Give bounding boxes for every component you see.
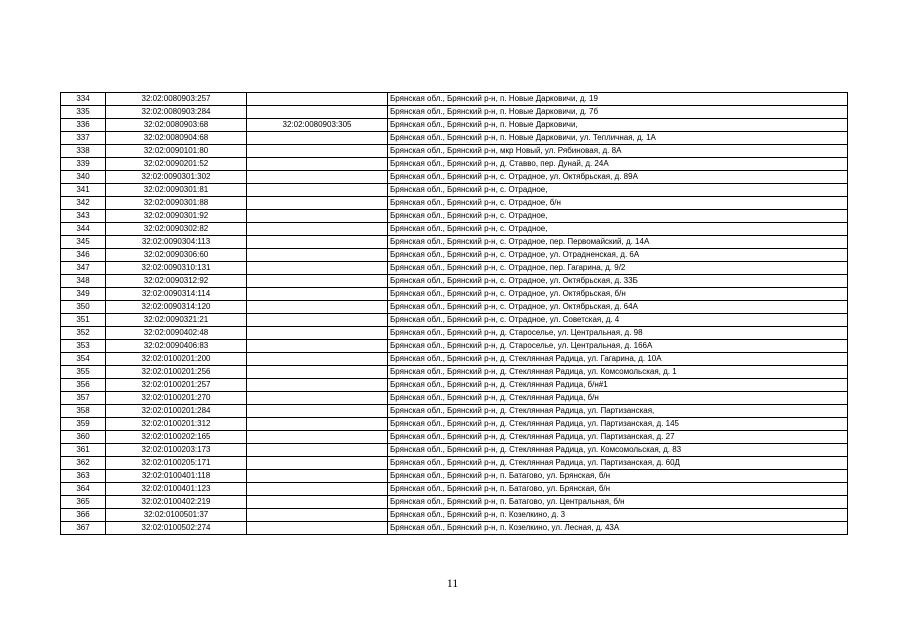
cadastral-number-cell: 32:02:0090301:302 xyxy=(106,171,247,184)
address-cell: Брянская обл., Брянский р-н, с. Отрадное, xyxy=(388,223,848,236)
related-cadastral-number-cell xyxy=(247,366,388,379)
row-number-cell: 352 xyxy=(61,327,106,340)
address-cell: Брянская обл., Брянский р-н, д. Стеклянная Радица, ул. Комсомольская, д. 83 xyxy=(388,444,848,457)
related-cadastral-number-cell xyxy=(247,197,388,210)
row-number-cell: 345 xyxy=(61,236,106,249)
cadastral-number-cell: 32:02:0100502:274 xyxy=(106,522,247,535)
cadastral-number-cell: 32:02:0080903:68 xyxy=(106,119,247,132)
row-number-cell: 355 xyxy=(61,366,106,379)
table-row xyxy=(61,457,848,470)
address-cell: Брянская обл., Брянский р-н, п. Батагово, ул. Брянская, б/н xyxy=(388,483,848,496)
row-number-cell: 343 xyxy=(61,210,106,223)
table-row xyxy=(61,405,848,418)
related-cadastral-number-cell xyxy=(247,275,388,288)
table-row xyxy=(61,249,848,262)
cadastral-number-cell: 32:02:0090406:83 xyxy=(106,340,247,353)
table-row xyxy=(61,314,848,327)
cadastral-number-cell: 32:02:0100501:37 xyxy=(106,509,247,522)
address-cell: Брянская обл., Брянский р-н, д. Стеклянная Радица, ул. Партизанская, xyxy=(388,405,848,418)
table-row xyxy=(61,223,848,236)
row-number-cell: 334 xyxy=(61,93,106,106)
cadastral-number-cell: 32:02:0090301:92 xyxy=(106,210,247,223)
table-row xyxy=(61,353,848,366)
table-row xyxy=(61,197,848,210)
cadastral-number-cell: 32:02:0100201:284 xyxy=(106,405,247,418)
address-cell: Брянская обл., Брянский р-н, д. Староселье, ул. Центральная, д. 166А xyxy=(388,340,848,353)
row-number-cell: 350 xyxy=(61,301,106,314)
cadastral-number-cell: 32:02:0100203:173 xyxy=(106,444,247,457)
table-row xyxy=(61,431,848,444)
row-number-cell: 365 xyxy=(61,496,106,509)
table-row xyxy=(61,93,848,106)
related-cadastral-number-cell xyxy=(247,171,388,184)
cadastral-number-cell: 32:02:0090301:88 xyxy=(106,197,247,210)
cadastral-number-cell: 32:02:0090321:21 xyxy=(106,314,247,327)
row-number-cell: 336 xyxy=(61,119,106,132)
row-number-cell: 348 xyxy=(61,275,106,288)
table-row xyxy=(61,379,848,392)
row-number-cell: 366 xyxy=(61,509,106,522)
related-cadastral-number-cell xyxy=(247,509,388,522)
address-cell: Брянская обл., Брянский р-н, с. Отрадное, ул. Октябрьская, б/н xyxy=(388,288,848,301)
address-cell: Брянская обл., Брянский р-н, с. Отрадное, пер. Гагарина, д. 9/2 xyxy=(388,262,848,275)
address-cell: Брянская обл., Брянский р-н, п. Новые Дарковичи, д. 7б xyxy=(388,106,848,119)
related-cadastral-number-cell xyxy=(247,145,388,158)
cadastral-number-cell: 32:02:0100201:256 xyxy=(106,366,247,379)
related-cadastral-number-cell xyxy=(247,405,388,418)
row-number-cell: 335 xyxy=(61,106,106,119)
address-cell: Брянская обл., Брянский р-н, с. Отрадное, ул. Октябрьская, д. 64А xyxy=(388,301,848,314)
address-cell: Брянская обл., Брянский р-н, д. Стеклянная Радица, ул. Партизанская, д. 27 xyxy=(388,431,848,444)
related-cadastral-number-cell xyxy=(247,470,388,483)
related-cadastral-number-cell xyxy=(247,210,388,223)
address-cell: Брянская обл., Брянский р-н, с. Отрадное, xyxy=(388,210,848,223)
table-row xyxy=(61,366,848,379)
table-row xyxy=(61,119,848,132)
table-row xyxy=(61,483,848,496)
related-cadastral-number-cell xyxy=(247,327,388,340)
table-row xyxy=(61,132,848,145)
address-cell: Брянская обл., Брянский р-н, п. Козелкино, ул. Лесная, д. 43А xyxy=(388,522,848,535)
cadastral-number-cell: 32:02:0080903:257 xyxy=(106,93,247,106)
related-cadastral-number-cell xyxy=(247,262,388,275)
address-cell: Брянская обл., Брянский р-н, д. Ставво, пер. Дунай, д. 24А xyxy=(388,158,848,171)
cadastral-number-cell: 32:02:0100201:200 xyxy=(106,353,247,366)
table-row xyxy=(61,106,848,119)
property-table xyxy=(60,92,848,535)
page-number: 11 xyxy=(446,576,459,590)
row-number-cell: 351 xyxy=(61,314,106,327)
related-cadastral-number-cell xyxy=(247,522,388,535)
related-cadastral-number-cell xyxy=(247,288,388,301)
row-number-cell: 362 xyxy=(61,457,106,470)
address-cell: Брянская обл., Брянский р-н, с. Отрадное, ул. Октябрьская, д. 89А xyxy=(388,171,848,184)
cadastral-number-cell: 32:02:0100201:270 xyxy=(106,392,247,405)
address-cell: Брянская обл., Брянский р-н, п. Новые Дарковичи, xyxy=(388,119,848,132)
related-cadastral-number-cell xyxy=(247,457,388,470)
address-cell: Брянская обл., Брянский р-н, д. Стеклянная Радица, ул. Комсомольская, д. 1 xyxy=(388,366,848,379)
address-cell: Брянская обл., Брянский р-н, д. Стеклянная Радица, б/н xyxy=(388,392,848,405)
table-row xyxy=(61,418,848,431)
table-row xyxy=(61,496,848,509)
row-number-cell: 353 xyxy=(61,340,106,353)
address-cell: Брянская обл., Брянский р-н, д. Стеклянная Радица, ул. Партизанская, д. 145 xyxy=(388,418,848,431)
cadastral-number-cell: 32:02:0090402:48 xyxy=(106,327,247,340)
related-cadastral-number-cell xyxy=(247,340,388,353)
row-number-cell: 367 xyxy=(61,522,106,535)
cadastral-number-cell: 32:02:0080903:284 xyxy=(106,106,247,119)
row-number-cell: 354 xyxy=(61,353,106,366)
cadastral-number-cell: 32:02:0090302:82 xyxy=(106,223,247,236)
address-cell: Брянская обл., Брянский р-н, мкр Новый, ул. Рябиновая, д. 8А xyxy=(388,145,848,158)
address-cell: Брянская обл., Брянский р-н, с. Отрадное, б/н xyxy=(388,197,848,210)
table-row xyxy=(61,288,848,301)
related-cadastral-number-cell xyxy=(247,483,388,496)
related-cadastral-number-cell xyxy=(247,314,388,327)
row-number-cell: 360 xyxy=(61,431,106,444)
cadastral-number-cell: 32:02:0100401:118 xyxy=(106,470,247,483)
cadastral-number-cell: 32:02:0100202:165 xyxy=(106,431,247,444)
cadastral-number-cell: 32:02:0090312:92 xyxy=(106,275,247,288)
related-cadastral-number-cell xyxy=(247,132,388,145)
cadastral-number-cell: 32:02:0100401:123 xyxy=(106,483,247,496)
cadastral-number-cell: 32:02:0100201:257 xyxy=(106,379,247,392)
address-cell: Брянская обл., Брянский р-н, с. Отрадное, ул. Советская, д. 4 xyxy=(388,314,848,327)
cadastral-number-cell: 32:02:0100205:171 xyxy=(106,457,247,470)
related-cadastral-number-cell xyxy=(247,353,388,366)
table-row xyxy=(61,262,848,275)
cadastral-number-cell: 32:02:0090314:114 xyxy=(106,288,247,301)
table-row xyxy=(61,509,848,522)
row-number-cell: 358 xyxy=(61,405,106,418)
related-cadastral-number-cell xyxy=(247,249,388,262)
address-cell: Брянская обл., Брянский р-н, д. Стеклянная Радица, б/н#1 xyxy=(388,379,848,392)
cadastral-number-cell: 32:02:0100201:312 xyxy=(106,418,247,431)
address-cell: Брянская обл., Брянский р-н, с. Отрадное, xyxy=(388,184,848,197)
related-cadastral-number-cell xyxy=(247,431,388,444)
related-cadastral-number-cell xyxy=(247,379,388,392)
row-number-cell: 344 xyxy=(61,223,106,236)
row-number-cell: 357 xyxy=(61,392,106,405)
table-row xyxy=(61,145,848,158)
row-number-cell: 359 xyxy=(61,418,106,431)
related-cadastral-number-cell xyxy=(247,223,388,236)
table-row xyxy=(61,470,848,483)
table-row xyxy=(61,340,848,353)
row-number-cell: 339 xyxy=(61,158,106,171)
cadastral-number-cell: 32:02:0080904:68 xyxy=(106,132,247,145)
row-number-cell: 346 xyxy=(61,249,106,262)
address-cell: Брянская обл., Брянский р-н, п. Козелкино, д. 3 xyxy=(388,509,848,522)
cadastral-number-cell: 32:02:0090201:52 xyxy=(106,158,247,171)
table-row xyxy=(61,275,848,288)
row-number-cell: 347 xyxy=(61,262,106,275)
table-row xyxy=(61,444,848,457)
table-row xyxy=(61,184,848,197)
row-number-cell: 341 xyxy=(61,184,106,197)
table-row xyxy=(61,210,848,223)
table-row xyxy=(61,236,848,249)
address-cell: Брянская обл., Брянский р-н, с. Отрадное, ул. Октябрьская, д. 33Б xyxy=(388,275,848,288)
address-cell: Брянская обл., Брянский р-н, п. Батагово, ул. Брянская, б/н xyxy=(388,470,848,483)
cadastral-number-cell: 32:02:0090301:81 xyxy=(106,184,247,197)
related-cadastral-number-cell xyxy=(247,392,388,405)
cadastral-number-cell: 32:02:0100402:219 xyxy=(106,496,247,509)
related-cadastral-number-cell xyxy=(247,106,388,119)
cadastral-number-cell: 32:02:0090314:120 xyxy=(106,301,247,314)
row-number-cell: 356 xyxy=(61,379,106,392)
row-number-cell: 363 xyxy=(61,470,106,483)
table-body xyxy=(61,93,848,535)
row-number-cell: 361 xyxy=(61,444,106,457)
row-number-cell: 364 xyxy=(61,483,106,496)
related-cadastral-number-cell xyxy=(247,93,388,106)
table-row xyxy=(61,327,848,340)
address-cell: Брянская обл., Брянский р-н, п. Новые Дарковичи, ул. Тепличная, д. 1А xyxy=(388,132,848,145)
address-cell: Брянская обл., Брянский р-н, п. Батагово, ул. Центральная, б/н xyxy=(388,496,848,509)
row-number-cell: 337 xyxy=(61,132,106,145)
related-cadastral-number-cell xyxy=(247,496,388,509)
related-cadastral-number-cell xyxy=(247,184,388,197)
row-number-cell: 342 xyxy=(61,197,106,210)
cadastral-number-cell: 32:02:0090310:131 xyxy=(106,262,247,275)
table-row xyxy=(61,522,848,535)
table-row xyxy=(61,171,848,184)
row-number-cell: 338 xyxy=(61,145,106,158)
cadastral-number-cell: 32:02:0090101:80 xyxy=(106,145,247,158)
related-cadastral-number-cell xyxy=(247,158,388,171)
related-cadastral-number-cell xyxy=(247,444,388,457)
table-row xyxy=(61,158,848,171)
address-cell: Брянская обл., Брянский р-н, с. Отрадное, ул. Отрадненская, д. 6А xyxy=(388,249,848,262)
cadastral-number-cell: 32:02:0090304:113 xyxy=(106,236,247,249)
address-cell: Брянская обл., Брянский р-н, с. Отрадное, пер. Первомайский, д. 14А xyxy=(388,236,848,249)
address-cell: Брянская обл., Брянский р-н, д. Стеклянная Радица, ул. Гагарина, д. 10А xyxy=(388,353,848,366)
address-cell: Брянская обл., Брянский р-н, п. Новые Дарковичи, д. 19 xyxy=(388,93,848,106)
table-row xyxy=(61,301,848,314)
related-cadastral-number-cell xyxy=(247,301,388,314)
cadastral-number-cell: 32:02:0090306:60 xyxy=(106,249,247,262)
row-number-cell: 349 xyxy=(61,288,106,301)
address-cell: Брянская обл., Брянский р-н, д. Стеклянная Радица, ул. Партизанская, д. 60Д xyxy=(388,457,848,470)
row-number-cell: 340 xyxy=(61,171,106,184)
related-cadastral-number-cell: 32:02:0080903:305 xyxy=(247,119,388,132)
related-cadastral-number-cell xyxy=(247,418,388,431)
address-cell: Брянская обл., Брянский р-н, д. Староселье, ул. Центральная, д. 98 xyxy=(388,327,848,340)
related-cadastral-number-cell xyxy=(247,236,388,249)
table-row xyxy=(61,392,848,405)
